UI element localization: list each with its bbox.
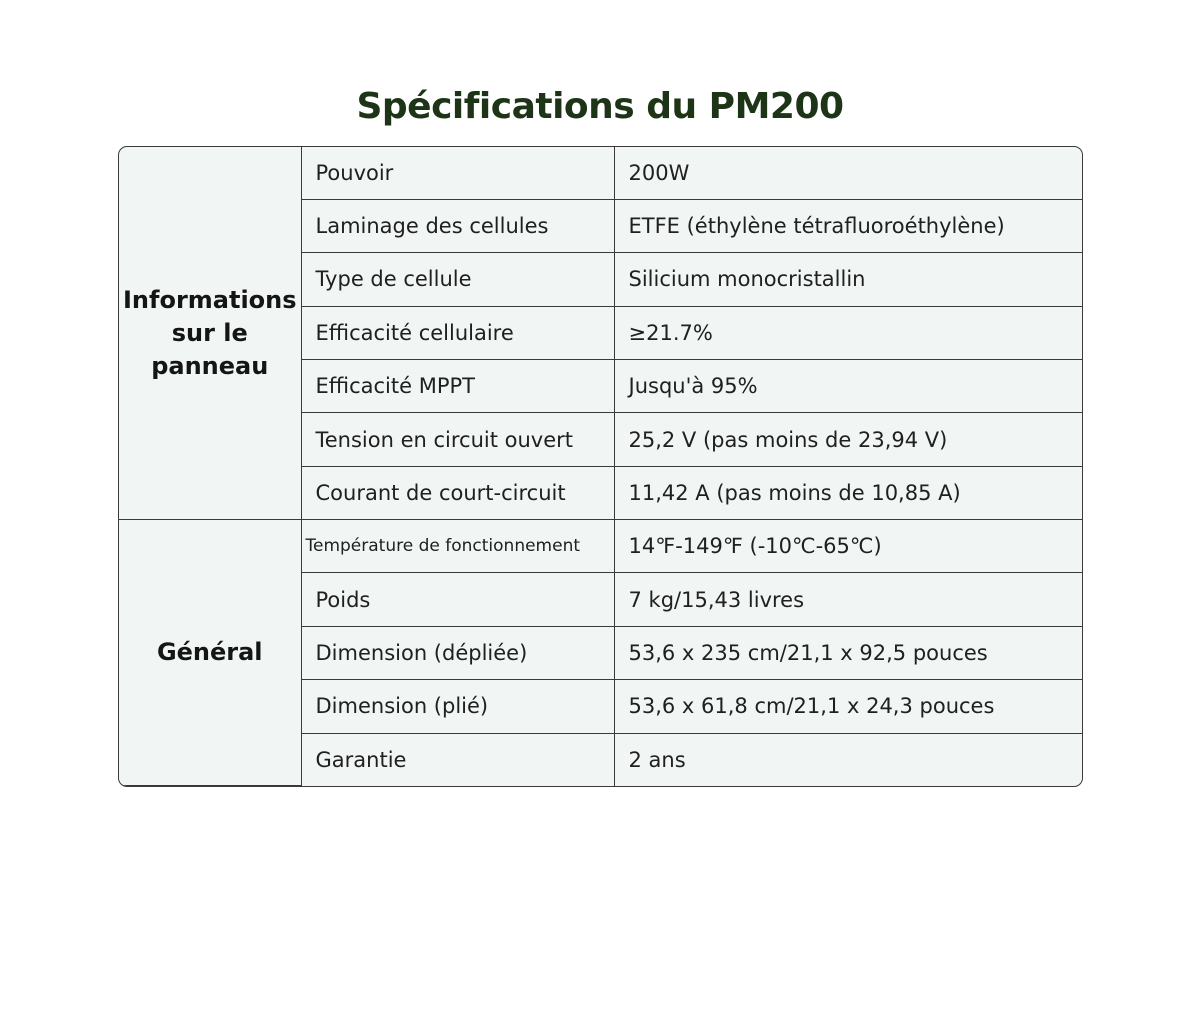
spec-table-container (118, 146, 1083, 787)
spec-value: 7 kg/15,43 livres (614, 573, 1082, 626)
table-row (119, 147, 1082, 199)
spec-table (119, 147, 1082, 786)
spec-label: Garantie (301, 733, 614, 785)
spec-value: 200W (614, 147, 1082, 199)
spec-value: 14℉-149℉ (-10℃-65℃) (614, 520, 1082, 573)
spec-label: Courant de court-circuit (301, 466, 614, 519)
spec-value: 25,2 V (pas moins de 23,94 V) (614, 413, 1082, 466)
spec-value: 53,6 x 235 cm/21,1 x 92,5 pouces (614, 626, 1082, 679)
spec-label: Température de fonctionnement (301, 520, 614, 573)
spec-value: ≥21.7% (614, 306, 1082, 359)
group-heading-panel-info: Informations sur le panneau (119, 147, 301, 520)
spec-value: 2 ans (614, 733, 1082, 785)
group-heading-general: Général (119, 520, 301, 786)
table-row (119, 520, 1082, 573)
spec-label: Type de cellule (301, 253, 614, 306)
spec-value: 11,42 A (pas moins de 10,85 A) (614, 466, 1082, 519)
spec-label: Efficacité MPPT (301, 359, 614, 412)
spec-label: Dimension (dépliée) (301, 626, 614, 679)
spec-value: Silicium monocristallin (614, 253, 1082, 306)
spec-value: Jusqu'à 95% (614, 359, 1082, 412)
spec-label: Tension en circuit ouvert (301, 413, 614, 466)
spec-label: Laminage des cellules (301, 199, 614, 252)
spec-value: ETFE (éthylène tétrafluoroéthylène) (614, 199, 1082, 252)
spec-label: Poids (301, 573, 614, 626)
page-title: Spécifications du PM200 (356, 86, 844, 128)
spec-label: Pouvoir (301, 147, 614, 199)
spec-value: 53,6 x 61,8 cm/21,1 x 24,3 pouces (614, 680, 1082, 733)
spec-label: Dimension (plié) (301, 680, 614, 733)
spec-label: Efficacité cellulaire (301, 306, 614, 359)
